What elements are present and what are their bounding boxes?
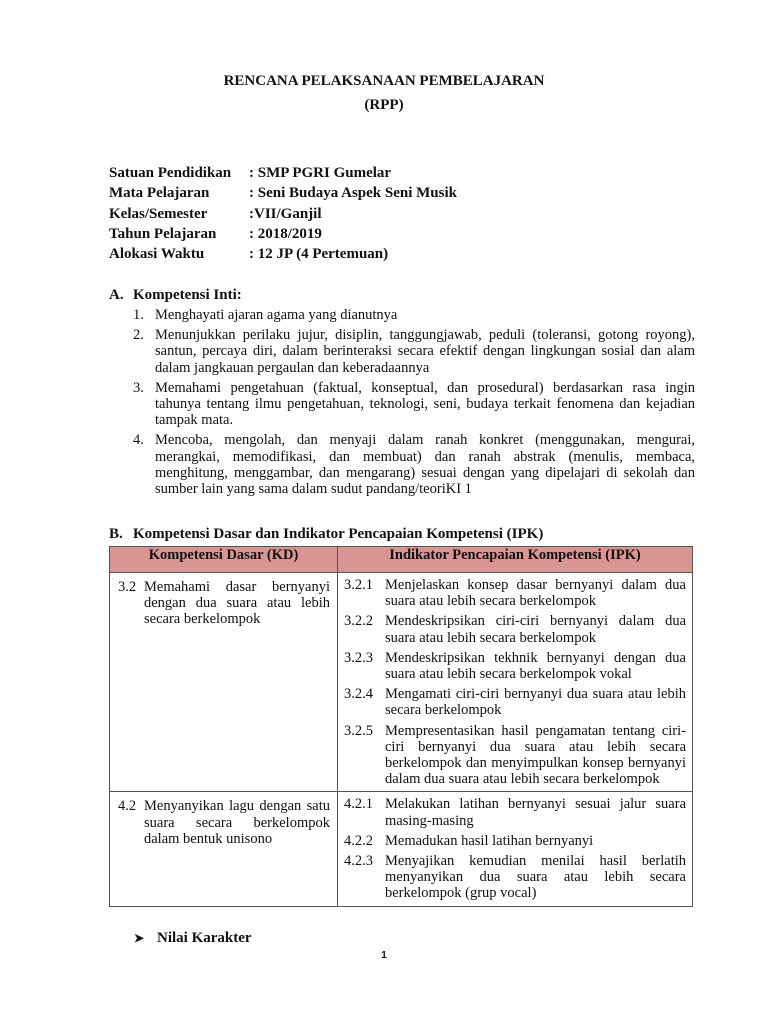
kd-cell — [110, 792, 338, 906]
section-title: Kompetensi Inti: — [133, 287, 242, 303]
ipk-item — [344, 796, 686, 828]
ipk-text: Memadukan hasil latihan bernyanyi — [385, 832, 594, 849]
list-text: Menunjukkan perilaku jujur, disiplin, tanggungjawab, peduli (toleransi, gotong royong), santun, percaya diri, dalam berinteraksi secara efektif dengan lingkungan sosial dan alam dalam jangkauan pergaulan dan keberadaannya — [155, 327, 695, 376]
nilai-karakter-label: Nilai Karakter — [157, 930, 252, 946]
section-b-heading — [109, 526, 543, 543]
table-row — [110, 573, 693, 792]
ipk-text: Melakukan latihan bernyanyi sesuai jalur suara masing-masing — [385, 796, 686, 829]
meta-label: Mata Pelajaran — [109, 185, 210, 202]
ipk-number: 3.2.1 — [344, 577, 373, 593]
ipk-text: Mengamati ciri-ciri bernyanyi dua suara atau lebih secara berkelompok — [385, 686, 686, 719]
document-subtitle: (RPP) — [364, 97, 404, 113]
list-text: Memahami pengetahuan (faktual, konseptual, dan prosedural) berdasarkan rasa ingin tahunya tentang ilmu pengetahuan, teknologi, seni, budaya terkait fenomena dan kejadian tampak mata. — [155, 379, 695, 429]
ipk-text: Mempresentasikan hasil pengamatan tentang ciri-ciri bernyanyi dua suara atau lebih secara berkelompok dan menyimpulkan konsep bernyanyi dalam dua suara atau lebih secara berkelompok — [385, 722, 686, 788]
ipk-number: 3.2.4 — [344, 686, 373, 703]
ipk-number: 3.2.2 — [344, 613, 373, 630]
list-text: Menghayati ajaran agama yang dianutnya — [155, 307, 398, 323]
ipk-text: Menjelaskan konsep dasar bernyanyi dalam dua suara atau lebih secara berkelompok — [385, 577, 686, 610]
meta-value: : SMP PGRI Gumelar — [249, 165, 392, 181]
list-number: 3. — [133, 379, 144, 396]
ipk-number: 3.2.3 — [344, 649, 373, 666]
ipk-cell — [338, 792, 693, 906]
list-item — [133, 380, 695, 429]
ipk-item — [344, 686, 686, 718]
meta-label: Tahun Pelajaran — [109, 225, 217, 242]
kd-cell — [110, 573, 338, 792]
meta-row — [109, 204, 457, 224]
section-title: Kompetensi Dasar dan Indikator Pencapaian Kompetensi (IPK) — [133, 526, 544, 542]
arrow-bullet-icon: ➤ — [134, 931, 145, 945]
meta-label: Satuan Pendidikan — [109, 165, 232, 181]
list-item — [133, 307, 695, 323]
kd-ipk-table — [109, 546, 693, 907]
ipk-number: 4.2.1 — [344, 796, 373, 813]
identity-block — [109, 163, 457, 264]
column-header-kd: Kompetensi Dasar (KD) — [110, 547, 338, 573]
list-item — [133, 327, 695, 376]
ipk-item — [344, 723, 686, 788]
meta-row — [109, 244, 457, 264]
ipk-item — [344, 613, 686, 645]
list-number: 4. — [133, 432, 144, 449]
list-item — [133, 432, 695, 497]
ipk-text: Mendeskripsikan tekhnik bernyanyi dengan dua suara atau lebih secara berkelompok vokal — [385, 649, 686, 683]
nilai-karakter-heading — [134, 930, 252, 947]
meta-row — [109, 183, 457, 203]
kompetensi-inti-list — [133, 307, 695, 501]
list-number: 1. — [133, 307, 144, 323]
section-letter: B. — [109, 526, 123, 542]
list-number: 2. — [133, 327, 144, 344]
table-header-row — [110, 547, 693, 573]
meta-value: : Seni Budaya Aspek Seni Musik — [249, 185, 457, 202]
meta-value: : 12 JP (4 Pertemuan) — [249, 246, 389, 263]
table-row — [110, 792, 693, 906]
page-number: 1 — [381, 950, 387, 961]
ipk-text: Menyajikan kemudian menilai hasil berlatih menyanyikan dua suara atau lebih secara berkelompok (grup vocal) — [385, 853, 686, 902]
ipk-cell — [338, 573, 693, 792]
meta-value: :VII/Ganjil — [249, 205, 322, 222]
meta-label: Alokasi Waktu — [109, 246, 205, 263]
kd-text: Memahami dasar bernyanyi dengan dua suara atau lebih secara berkelompok — [144, 579, 330, 628]
ipk-item — [344, 833, 686, 849]
kd-text: Menyanyikan lagu dengan satu suara secara berkelompok dalam bentuk unisono — [144, 798, 330, 847]
ipk-item — [344, 577, 686, 609]
kd-number: 4.2 — [118, 798, 137, 815]
ipk-item — [344, 650, 686, 682]
document-title: RENCANA PELAKSANAAN PEMBELAJARAN — [223, 73, 545, 89]
section-a-heading — [109, 287, 242, 304]
list-text: Mencoba, mengolah, dan menyaji dalam ranah konkret (menggunakan, mengurai, merangkai, memodifikasi, dan membuat) dan ranah abstrak (menulis, membaca, menghitung, menggambar, dan mengarang) sesuai dengan yang dipelajari di sekolah dan sumber lain yang sama dalam sudut pandang/teoriKI 1 — [155, 432, 695, 498]
ipk-number: 4.2.3 — [344, 853, 373, 870]
column-header-ipk: Indikator Pencapaian Kompetensi (IPK) — [338, 547, 693, 573]
meta-value: : 2018/2019 — [249, 225, 322, 242]
ipk-number: 4.2.2 — [344, 832, 373, 849]
ipk-item — [344, 853, 686, 902]
meta-label: Kelas/Semester — [109, 205, 208, 222]
ipk-number: 3.2.5 — [344, 722, 373, 739]
ipk-text: Mendeskripsikan ciri-ciri bernyanyi dalam dua suara atau lebih secara berkelompok — [385, 613, 686, 646]
kd-number: 3.2 — [118, 579, 137, 595]
section-letter: A. — [109, 287, 124, 303]
meta-row — [109, 224, 457, 244]
meta-row — [109, 163, 457, 183]
